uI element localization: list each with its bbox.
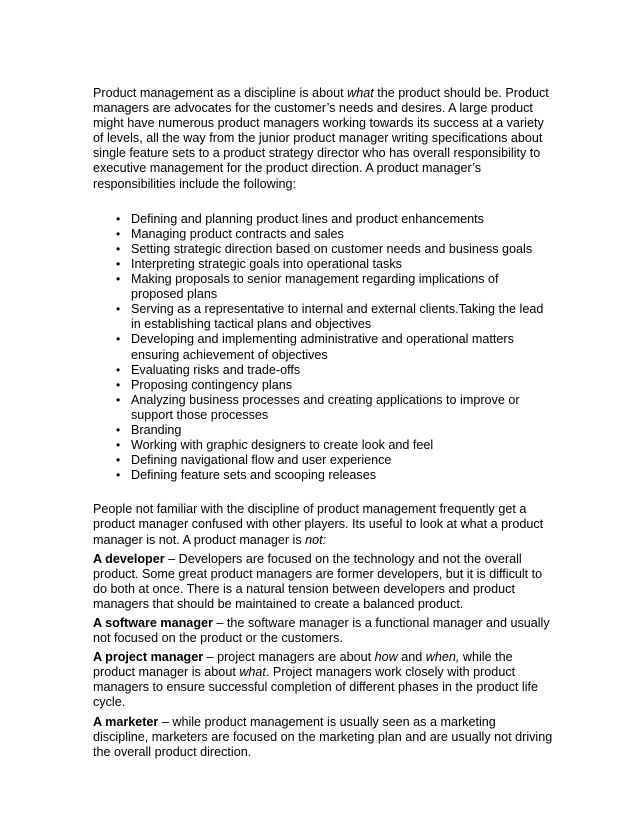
role-marketer (93, 715, 553, 760)
role-software-manager-title: A software manager (93, 616, 213, 630)
list-item-text: Defining feature sets and scooping releases (131, 468, 377, 483)
role-marketer-title: A marketer (93, 714, 159, 729)
role-project-manager-emphasis-3: what (239, 665, 266, 680)
bullet-icon: • (116, 453, 121, 468)
list-item-text: Defining navigational flow and user experience (131, 453, 392, 468)
bullet-icon: • (116, 211, 121, 226)
list-item (93, 272, 553, 302)
list-item (93, 257, 553, 272)
list-item (93, 468, 553, 483)
list-item-text: Evaluating risks and trade-offs (131, 362, 301, 377)
list-item (93, 393, 553, 423)
role-developer-title: A developer (93, 551, 165, 566)
role-developer (93, 552, 553, 612)
list-item-text: Interpreting strategic goals into operational tasks (131, 256, 402, 271)
role-project-manager-emphasis-1: how (374, 650, 398, 665)
comparison-intro-emphasis: not: (305, 532, 327, 547)
list-item (93, 302, 553, 332)
intro-paragraph (93, 86, 553, 192)
bullet-icon: • (116, 377, 121, 392)
intro-emphasis: what (347, 86, 374, 100)
list-item-text: Branding (131, 422, 182, 437)
bullet-icon: • (116, 422, 121, 437)
list-item-text: Managing product contracts and sales (131, 226, 344, 241)
list-item (93, 227, 553, 242)
comparison-intro-paragraph (93, 502, 553, 547)
document-page (93, 86, 553, 764)
bullet-icon: • (116, 392, 121, 407)
role-software-manager (93, 616, 553, 646)
list-item-text: Defining and planning product lines and product enhancements (131, 211, 484, 226)
role-software-manager-text: – the software manager is a functional manager and usually not focused on the product or the customers. (93, 616, 550, 646)
list-item-text: Developing and implementing administrative and operational matters ensuring achievement of objectives (131, 332, 514, 362)
list-item-text: Making proposals to senior management regarding implications of proposed plans (131, 272, 499, 302)
bullet-icon: • (116, 241, 121, 256)
list-item (93, 438, 553, 453)
list-item-text: Setting strategic direction based on customer needs and business goals (131, 241, 533, 256)
bullet-icon: • (116, 438, 121, 453)
bullet-icon: • (116, 362, 121, 377)
list-item-text: Serving as a representative to internal and external clients.Taking the lead in establishing tactical plans and objectives (131, 302, 544, 332)
bullet-icon: • (116, 226, 121, 241)
comparison-intro-text: People not familiar with the discipline of product management frequently get a product manager confused with other players. Its useful to look at what a product manager is not. A product manager is (93, 502, 544, 547)
list-item (93, 242, 553, 257)
intro-text-1: Product management as a discipline is about (93, 86, 348, 100)
list-item (93, 453, 553, 468)
bullet-icon: • (116, 256, 121, 271)
list-item-text: Working with graphic designers to create look and feel (131, 438, 434, 453)
role-project-manager-emphasis-2: when, (425, 650, 460, 665)
bullet-icon: • (116, 272, 121, 287)
role-project-manager-text-1: – project managers are about (203, 650, 375, 665)
list-item-text: Analyzing business processes and creating applications to improve or support those processes (131, 392, 520, 422)
list-item (93, 212, 553, 227)
bullet-icon: • (116, 302, 121, 317)
intro-text-2: the product should be. Product managers are advocates for the customer’s needs and desires. A large product might have numerous product managers working towards its success at a variety of levels, all the way from the junior product manager writing specifications about single feature sets to a product strategy director who has overall responsibility to executive management for the product direction. A product manager’s responsibilities include the following: (93, 86, 549, 191)
role-project-manager-text-3: while the product manager is about (93, 650, 513, 680)
list-item (93, 332, 553, 362)
role-project-manager-text-2: and (397, 650, 426, 665)
list-item (93, 423, 553, 438)
list-item-text: Proposing contingency plans (131, 377, 293, 392)
list-item (93, 363, 553, 378)
role-project-manager (93, 650, 553, 710)
role-developer-text: – Developers are focused on the technology and not the overall product. Some great product managers are former developers, but it is difficult to do both at once. There is a natural tension between developers and product managers that should be maintained to create a balanced product. (93, 551, 543, 611)
bullet-icon: • (116, 332, 121, 347)
role-project-manager-title: A project manager (93, 650, 204, 665)
role-project-manager-text-4: . Project managers work closely with product managers to ensure successful completion of different phases in the product life cycle. (93, 665, 538, 710)
responsibilities-list (93, 212, 553, 484)
role-marketer-text: – while product management is usually seen as a marketing discipline, marketers are focused on the marketing plan and are usually not driving the overall product direction. (93, 714, 553, 759)
list-item (93, 378, 553, 393)
bullet-icon: • (116, 468, 121, 483)
